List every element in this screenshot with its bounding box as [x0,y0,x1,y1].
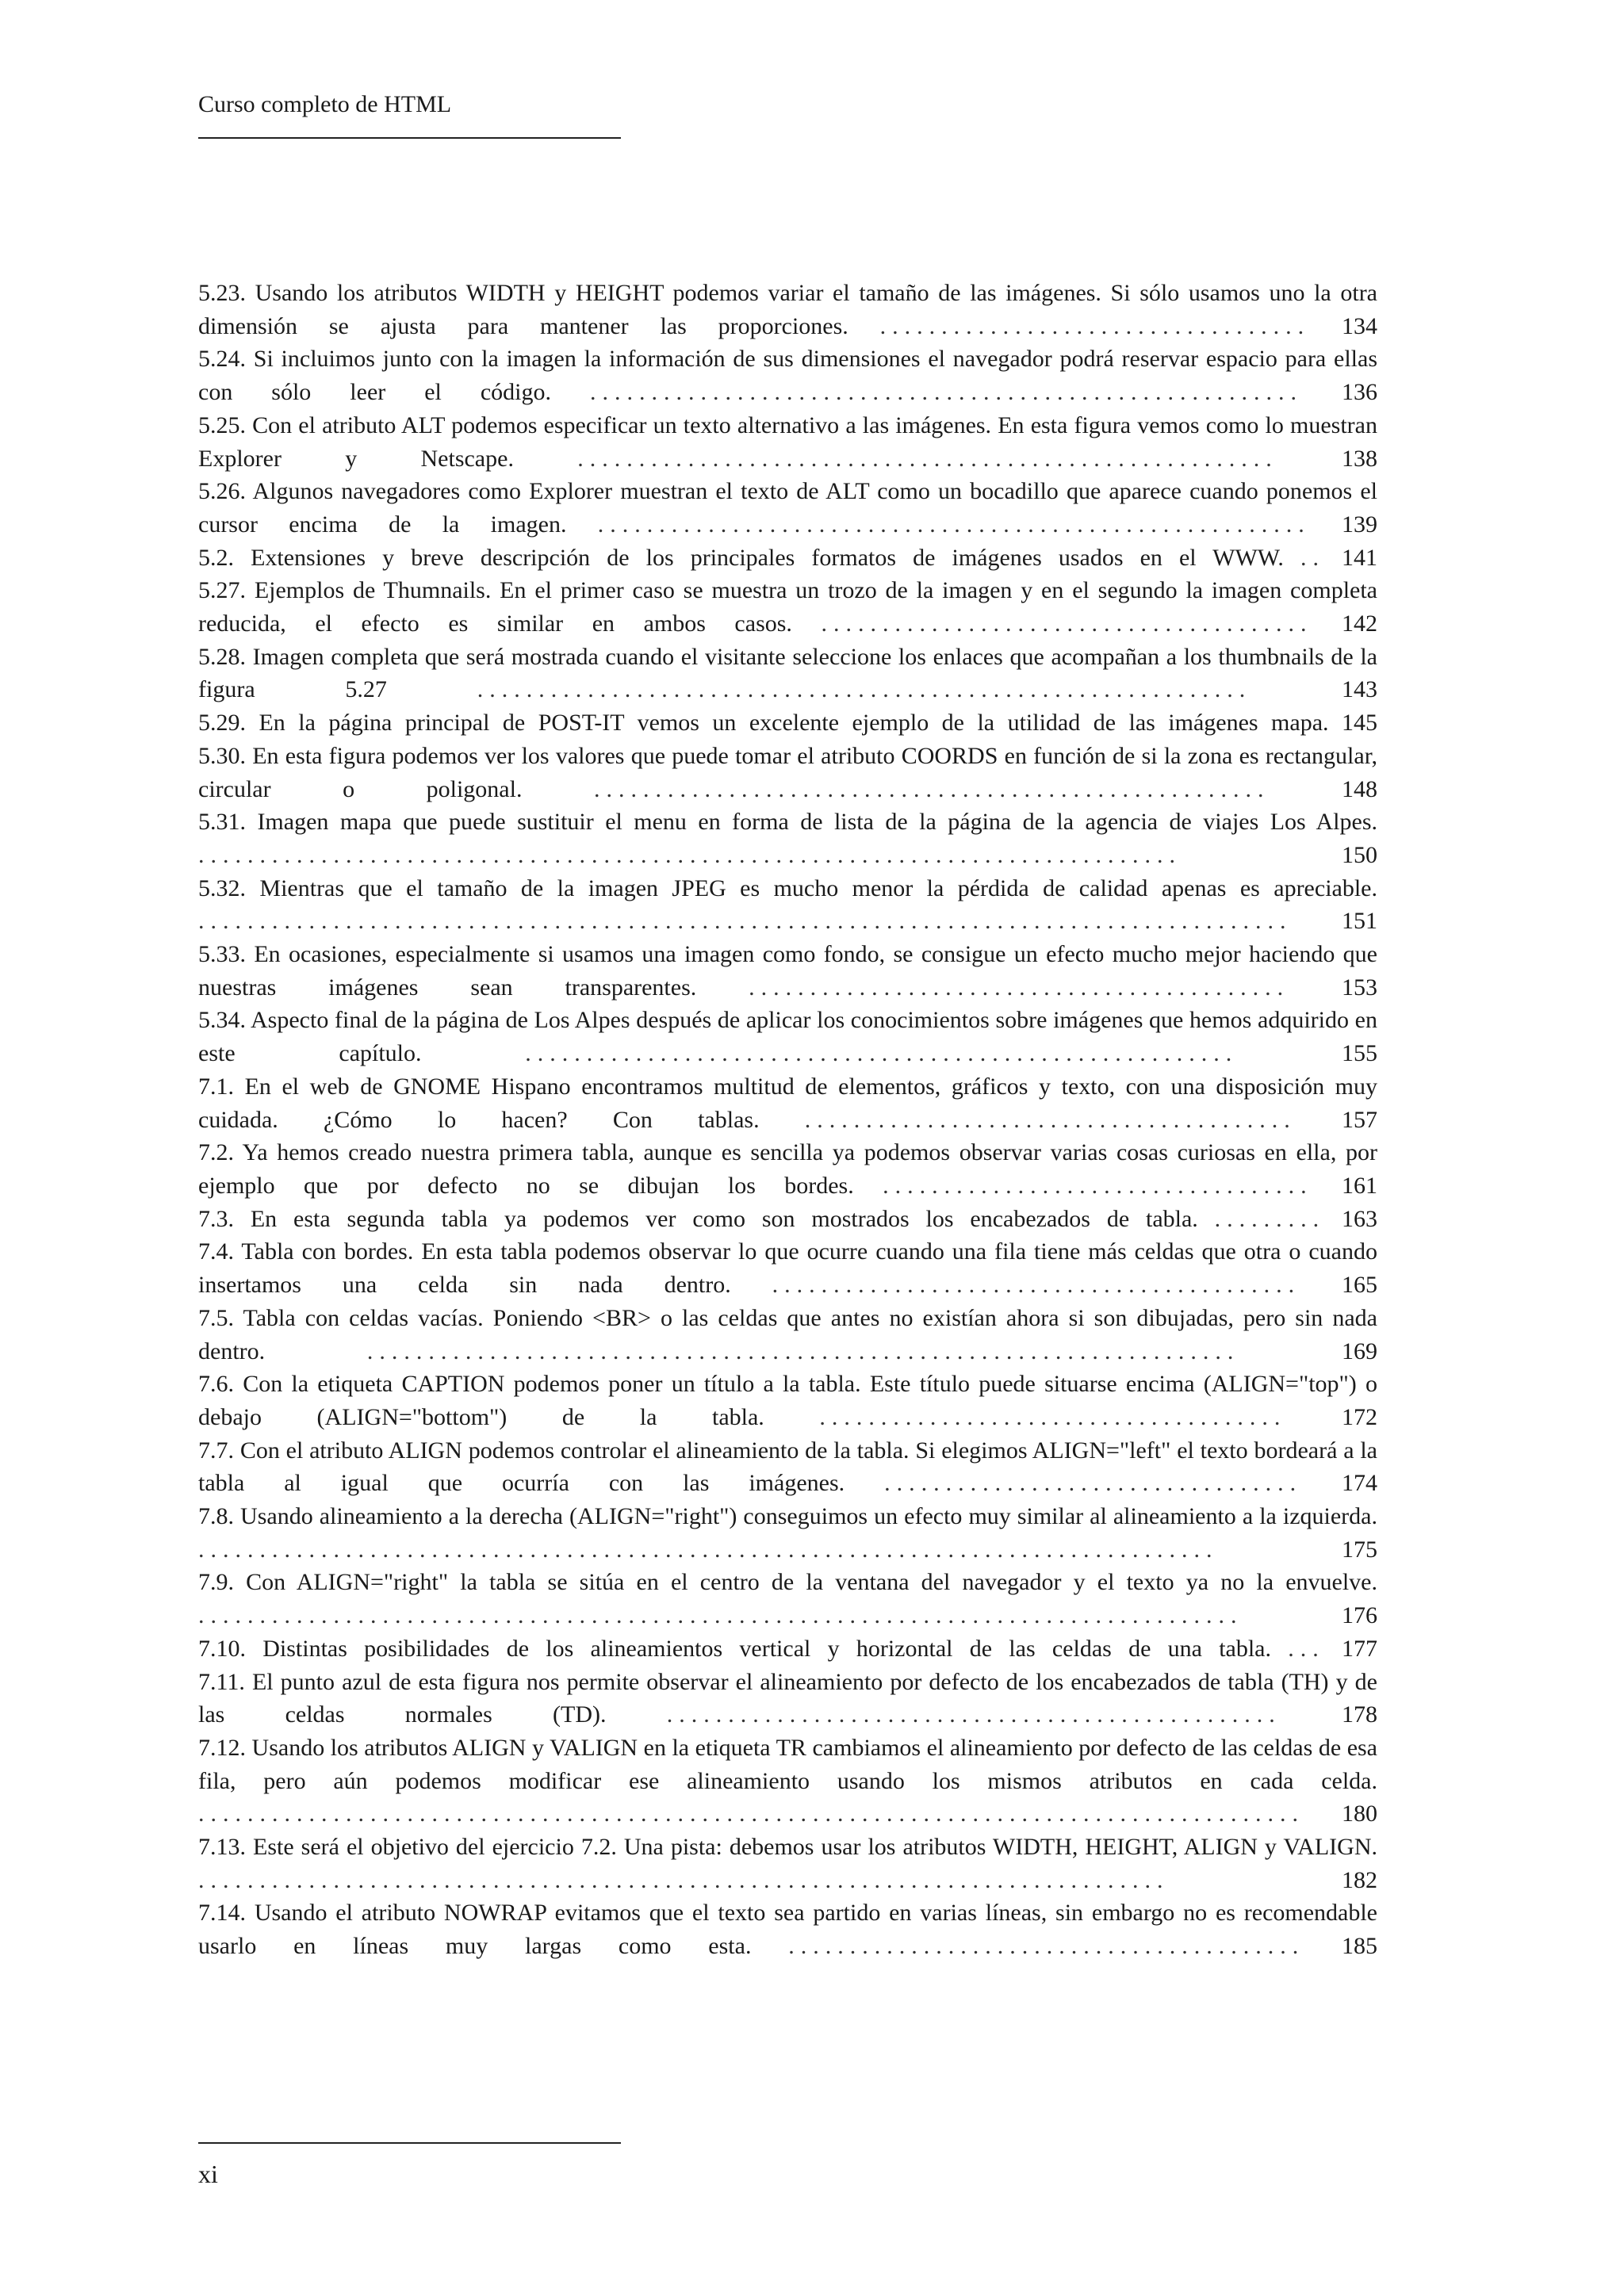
entry-text: 5.33. En ocasiones, especialmente si usamos una imagen como fondo, se consigue un efecto mucho mejor haciendo que nuestras imágenes sean transparentes. [198,941,1377,1001]
toc-entry[interactable] [198,574,1377,640]
entry-text: 5.29. En la página principal de POST-IT vemos un excelente ejemplo de la utilidad de las imágenes mapa. [198,710,1329,737]
dot-leader: .......................................................................................... [198,1800,1304,1827]
toc-entry[interactable] [198,541,1377,575]
entry-page: 172 [1342,1403,1377,1430]
dot-leader: ............................................................................... [198,1866,1170,1893]
toc-entry[interactable] [198,277,1377,342]
toc-entry[interactable] [198,1302,1377,1368]
dot-leader: ....................................................................... [366,1337,1240,1364]
toc-entry[interactable] [198,1666,1377,1732]
entry-text: 5.34. Aspecto final de la página de Los Alpes después de aplicar los conocimientos sobre imágenes que hemos adquirido en este capítulo. [198,1007,1377,1067]
dot-leader: ........................................... [772,1272,1301,1299]
entry-text: 5.30. En esta figura podemos ver los valores que puede tomar el atributo COORDS en función de si la zona es rectangular, circular o poligonal. [198,742,1377,802]
toc-entry[interactable] [198,1235,1377,1301]
entry-text: 7.6. Con la etiqueta CAPTION podemos poner un título a la tabla. Este título puede situarse encima (ALIGN="top") o debajo (ALIGN="bottom") de la tabla. [198,1371,1377,1430]
dot-leader: ...................................... [819,1403,1287,1430]
toc-entry[interactable] [198,409,1377,475]
toc-entry[interactable] [198,1732,1377,1831]
entry-text: 5.27. Ejemplos de Thumnails. En el primer caso se muestra un trozo de la imagen y en el segundo la imagen completa reducida, el efecto es similar en ambos casos. [198,577,1377,637]
entry-text: 7.2. Ya hemos creado nuestra primera tabla, aunque es sencilla ya podemos observar varias cosas curiosas en ella, por ejemplo que por defecto no se dibujan los bordes. [198,1139,1377,1199]
entry-text: 5.2. Extensiones y breve descripción de los principales formatos de imágenes usados en el WWW. [198,544,1284,571]
toc-entry[interactable] [198,1896,1377,1962]
entry-text: 7.5. Tabla con celdas vacías. Poniendo <BR> o las celdas que antes no existían ahora si son dibujadas, pero sin nada dentro. [198,1304,1377,1364]
entry-text: 5.32. Mientras que el tamaño de la imagen JPEG es mucho menor la pérdida de calidad apenas es apreciable. [198,874,1377,901]
entry-text: 7.4. Tabla con bordes. En esta tabla podemos observar lo que ocurre cuando una fila tiene más celdas que otra o cuando insertamos una celda sin nada dentro. [198,1238,1377,1299]
dot-leader: ............................................ [749,974,1290,1001]
entry-text: 5.23. Usando los atributos WIDTH y HEIGHT podemos variar el tamaño de las imágenes. Si sólo usamos uno la otra dimensión se ajusta para mantener las proporciones. [198,280,1377,339]
entry-text: 5.28. Imagen completa que será mostrada cuando el visitante seleccione los enlaces que acompañan a los thumbnails de la figura 5.27 [198,643,1377,703]
entry-page: 185 [1342,1933,1378,1960]
entry-page: 150 [1342,841,1377,868]
entry-page: 157 [1342,1106,1378,1133]
entry-page: 145 [1342,710,1378,737]
entry-page: 155 [1342,1040,1378,1067]
entry-text: 7.12. Usando los atributos ALIGN y VALIGN en la etiqueta TR cambiamos el alineamiento por defecto de las celdas de esa fila, pero aún podemos modificar ese alineamiento usando los mismos atributos en cada celda. [198,1734,1377,1794]
toc-entry[interactable] [198,1070,1377,1136]
entry-text: 7.1. En el web de GNOME Hispano encontramos multitud de elementos, gráficos y texto, con una disposición muy cuidada. ¿Cómo lo hacen? Con tablas. [198,1073,1377,1133]
toc-entry[interactable] [198,706,1377,740]
toc-entry[interactable] [198,1566,1377,1632]
running-header: Curso completo de HTML [198,91,452,117]
toc-entry[interactable] [198,475,1377,541]
list-of-figures [198,277,1377,1963]
entry-page: 178 [1342,1701,1378,1728]
entry-text: 7.13. Este será el objetivo del ejercicio 7.2. Una pista: debemos usar los atributos WIDTH, HEIGHT, ALIGN y VALIGN. [198,1834,1377,1861]
dot-leader: ................................... [879,312,1311,339]
dot-leader: ................................... [883,1172,1313,1199]
entry-page: 151 [1342,908,1377,935]
entry-page: 177 [1342,1635,1377,1662]
toc-entry[interactable] [198,872,1377,938]
entry-page: 174 [1342,1470,1378,1497]
entry-text: 7.9. Con ALIGN="right" la tabla se sitúa en el centro de la ventana del navegador y el texto ya no la envuelve. [198,1569,1377,1596]
entry-page: 163 [1342,1205,1378,1232]
dot-leader: .......................................... [788,1933,1305,1960]
dot-leader: ..................................................................................... [198,1602,1243,1629]
entry-page: 165 [1342,1272,1378,1299]
entry-text: 5.25. Con el atributo ALT podemos especificar un texto alternativo a las imágenes. En esta figura vemos como lo muestran Explorer y Netscape. [198,411,1377,472]
entry-page: 161 [1342,1172,1378,1199]
entry-page: 134 [1342,312,1377,339]
toc-entry[interactable] [198,1368,1377,1433]
entry-page: 141 [1342,544,1378,571]
toc-entry[interactable] [198,1136,1377,1202]
dot-leader: ....................................................... [594,775,1270,802]
dot-leader: ... [1288,1635,1325,1662]
entry-text: 5.26. Algunos navegadores como Explorer muestran el texto de ALT como un bocadillo que aparece cuando ponemos el cursor encima de la imagen. [198,478,1377,538]
entry-page: 148 [1342,775,1378,802]
dot-leader: ................................................................................... [198,1536,1219,1563]
entry-page: 136 [1342,379,1377,406]
dot-leader: ......................................................... [577,445,1278,472]
entry-text: 5.31. Imagen mapa que puede sustituir el menu en forma de lista de la página de la agencia de viajes Los Alpes. [198,809,1377,836]
toc-entry[interactable] [198,938,1377,1004]
dot-leader: ........................................ [821,610,1313,637]
dot-leader: .......................................................... [597,511,1311,538]
toc-entry[interactable] [198,342,1377,408]
dot-leader: .......................................................... [590,379,1304,406]
entry-page: 142 [1342,610,1378,637]
toc-entry[interactable] [198,1831,1377,1896]
entry-text: 7.11. El punto azul de esta figura nos permite observar el alineamiento por defecto de los encabezados de tabla (TH) y de las celdas normales (TD). [198,1668,1377,1728]
dot-leader: .......................................................... [525,1040,1239,1067]
entry-page: 143 [1342,676,1378,703]
page-number: xi [198,2160,218,2188]
entry-page: 169 [1342,1337,1378,1364]
dot-leader: ............................................................... [477,676,1252,703]
toc-entry[interactable] [198,740,1377,806]
toc-entry[interactable] [198,806,1377,871]
toc-entry[interactable] [198,1500,1377,1566]
toc-entry[interactable] [198,1004,1377,1070]
dot-leader: ................................................................................ [198,841,1182,868]
dot-leader: ......... [1214,1205,1326,1232]
entry-page: 138 [1342,445,1378,472]
toc-entry[interactable] [198,1632,1377,1666]
dot-leader: .. [1300,544,1325,571]
header-rule [198,137,621,139]
entry-page: 176 [1342,1602,1377,1629]
entry-page: 153 [1342,974,1378,1001]
toc-entry[interactable] [198,1434,1377,1500]
footer-rule [198,2142,621,2144]
entry-page: 182 [1342,1866,1377,1893]
entry-text: 7.10. Distintas posibilidades de los alineamientos vertical y horizontal de las celdas de una tabla. [198,1635,1271,1662]
dot-leader: ......................................................................................... [198,908,1293,935]
entry-page: 139 [1342,511,1378,538]
entry-page: 175 [1342,1536,1377,1563]
entry-text: 7.7. Con el atributo ALIGN podemos controlar el alineamiento de la tabla. Si elegimos ALIGN="left" el texto bordeará a la tabla al igual que ocurría con las imágenes. [198,1437,1377,1497]
entry-page: 180 [1342,1800,1377,1827]
entry-text: 7.8. Usando alineamiento a la derecha (ALIGN="right") conseguimos un efecto muy similar al alineamiento a la izquierda. [198,1503,1377,1530]
dot-leader: ........................................ [804,1106,1297,1133]
dot-leader: .................................. [884,1470,1303,1497]
toc-entry[interactable] [198,1203,1377,1236]
toc-entry[interactable] [198,641,1377,706]
entry-text: 7.3. En esta segunda tabla ya podemos ver como son mostrados los encabezados de tabla. [198,1205,1198,1232]
dot-leader: .................................................. [666,1701,1281,1728]
entry-text: 5.24. Si incluimos junto con la imagen la información de sus dimensiones el navegador podrá reservar espacio para ellas con sólo leer el código. [198,346,1377,406]
entry-text: 7.14. Usando el atributo NOWRAP evitamos que el texto sea partido en varias líneas, sin embargo no es recomendable usarlo en líneas muy largas como esta. [198,1900,1377,1960]
